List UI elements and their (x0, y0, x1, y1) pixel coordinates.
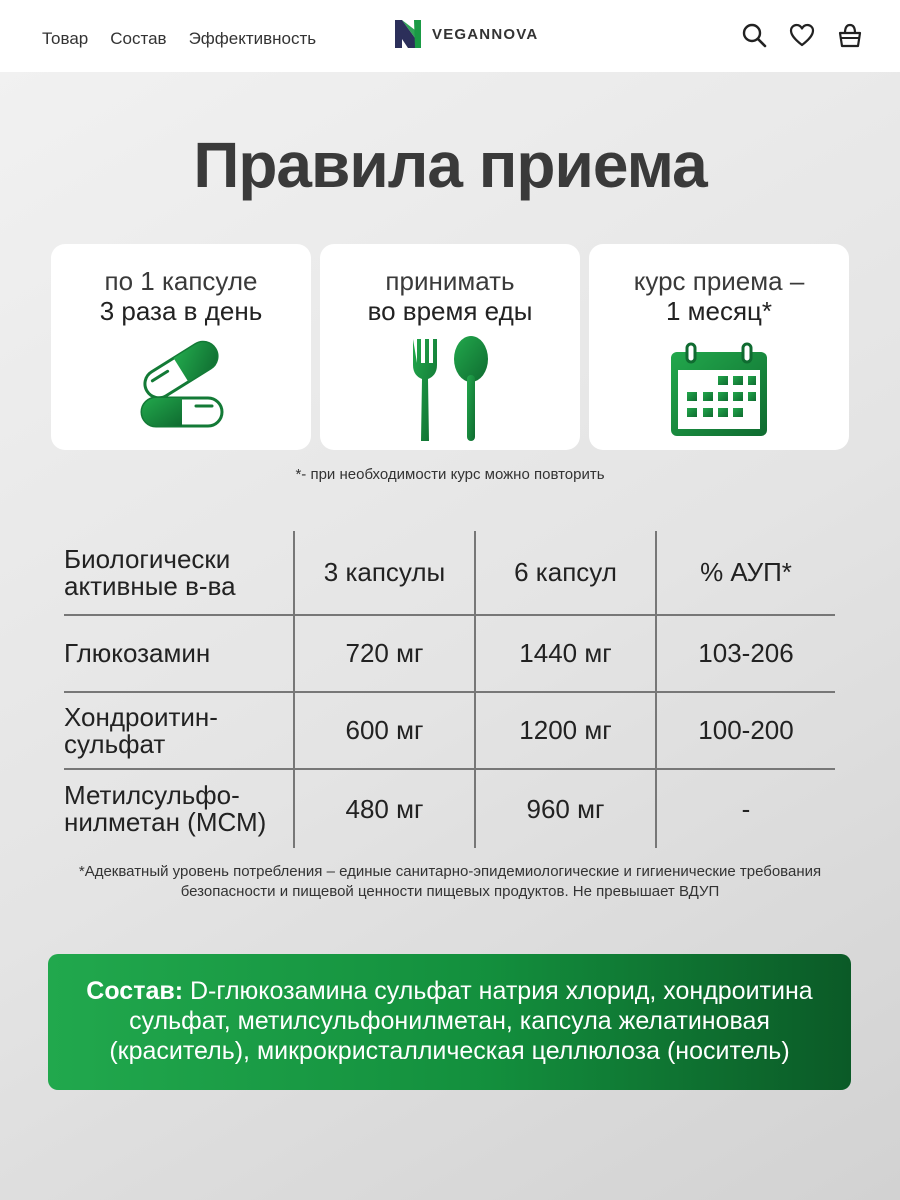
main-nav (42, 29, 316, 49)
card-line2: 1 месяц* (665, 296, 773, 326)
brand-name: VEGANNOVA (432, 25, 539, 43)
card-line2: 3 раза в день (99, 296, 263, 326)
table-cell: Хондроитин-сульфат (64, 701, 218, 759)
composition-text: D-глюкозамина сульфат натрия хлорид, хондроитина сульфат, метилсульфонилметан, капсула желатиновая (краситель), микрокристаллическая целлюлоза (носитель) (109, 977, 813, 1065)
capsules-icon (126, 340, 236, 440)
card-line1: курс приема – (633, 266, 805, 296)
composition-panel (48, 954, 851, 1090)
table-cell: 103-206 (655, 616, 835, 691)
card-line2: во время еды (367, 296, 533, 326)
page-title: Правила приема (193, 129, 707, 201)
nav-item-product[interactable]: Товар (42, 29, 89, 48)
nav-item-composition[interactable]: Состав (110, 29, 167, 48)
ingredients-table (64, 531, 835, 848)
table-cell: Глюкозамин (64, 638, 211, 668)
table-row (64, 770, 835, 848)
table-header-cell: Биологически активные в-ва (64, 543, 236, 601)
composition-label: Состав: (86, 977, 184, 1005)
table-header-cell: 6 капсул (474, 531, 655, 614)
table-row (64, 693, 835, 770)
card-dosage (51, 244, 311, 450)
nav-item-effectiveness[interactable]: Эффективность (188, 29, 317, 48)
table-header-cell: 3 капсулы (293, 531, 474, 614)
card-line1: принимать (385, 266, 515, 296)
table-cell: 600 мг (293, 693, 474, 768)
calendar-icon (669, 342, 769, 438)
table-cell: 480 мг (293, 770, 474, 848)
card-line1: по 1 капсуле (104, 266, 258, 296)
table-cell: Метилсульфо-нилметан (МСМ) (64, 780, 267, 837)
top-bar (0, 0, 900, 72)
header-actions (740, 21, 864, 49)
table-cell: - (655, 770, 835, 848)
table-cell: 960 мг (474, 770, 655, 848)
table-row (64, 616, 835, 693)
logo-mark-icon (393, 18, 423, 50)
cart-icon[interactable] (836, 21, 864, 49)
table-cell: 1200 мг (474, 693, 655, 768)
card-with-meal (320, 244, 580, 450)
brand-logo[interactable] (393, 18, 538, 50)
search-icon[interactable] (740, 21, 768, 49)
card-course (589, 244, 849, 450)
table-header-row (64, 531, 835, 616)
fork-spoon-icon (405, 335, 495, 445)
table-cell: 1440 мг (474, 616, 655, 691)
aup-footnote: *Адекватный уровень потребления – единые санитарно-эпидемиологические и гигиенические требования безопасности и пищевой ценности пищевых продуктов. Не превышает ВДУП (78, 863, 822, 900)
table-header-cell: % АУП* (655, 531, 835, 614)
course-footnote: *- при необходимости курс можно повторить (295, 466, 605, 483)
table-cell: 100-200 (655, 693, 835, 768)
heart-icon[interactable] (788, 21, 816, 49)
table-cell: 720 мг (293, 616, 474, 691)
